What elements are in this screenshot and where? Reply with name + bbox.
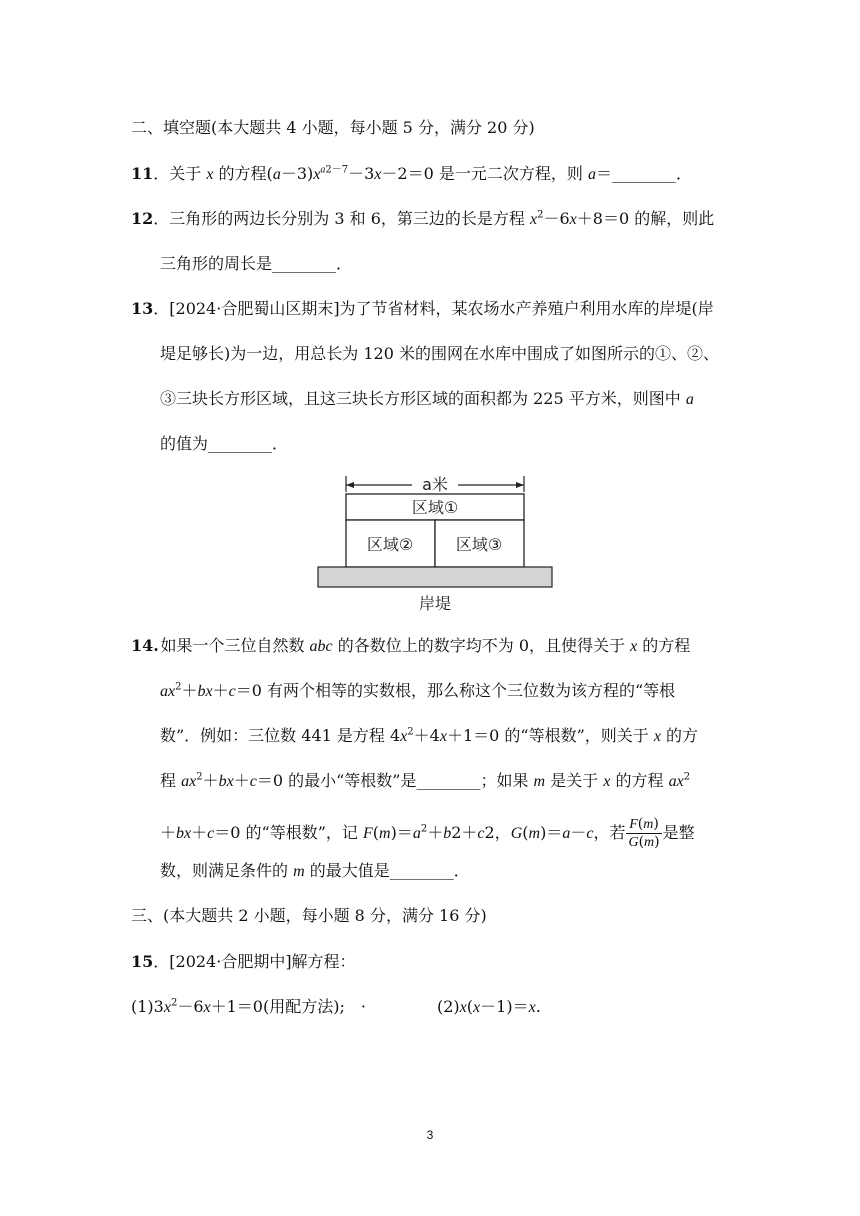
section-2-title: 二、填空题(本大题共 4 小题，每小题 5 分，满分 20 分) [131, 118, 535, 137]
question-14-line-2: $ax^2+bx+c=0$ 有两个相等的实数根，那么称这个三位数为该方程的“等根 [160, 681, 676, 700]
question-14-line-6: 数，则满足条件的 m 的最大值是________． [160, 861, 470, 880]
question-number: 12 [131, 209, 154, 228]
question-14-line-1: 14. 如果一个三位自然数 abc 的各数位上的数字均不为 0，且使得关于 x 的方程 [131, 636, 691, 655]
bank-label: 岸堤 [418, 594, 452, 613]
page-number: 3 [426, 1128, 434, 1142]
region-figure [316, 470, 556, 620]
question-13-line-3: ③三块长方形区域，且这三块长方形区域的面积都为 225 平方米，则图中 a [160, 389, 694, 408]
question-14-line-4: 程 $ax^2+bx+c=0$ 的最小“等根数”是________；如果 m 是关于 x 的方程 $ax^2$ [160, 771, 691, 790]
question-number: 14. [131, 636, 159, 655]
question-number: 13 [131, 299, 154, 318]
question-number: 15 [131, 952, 154, 971]
fraction: $\frac{F(m)}{G(m)}$ [628, 816, 660, 850]
region-3-label: 区域③ [455, 535, 503, 554]
question-number: 11 [131, 164, 154, 183]
question-14-line-5: ＋bx＋c＝0 的“等根数”，记 $F(m)=a^2+b2+c2$，G(m)＝a－c，若 $\frac{F(m)}{G(m)}$ 是整 [160, 816, 695, 850]
width-label: a米 [422, 475, 448, 494]
question-15-part-2: (2)x(x－1)＝x. [437, 997, 541, 1016]
question-12-line-2: 三角形的周长是________． [160, 254, 353, 273]
question-14-line-3: 数”．例如：三位数 441 是方程 $4x^2+4x+1=0$ 的“等根数”，则关于 x 的方 [160, 726, 699, 745]
question-13-line-1: 13．[2024·合肥蜀山区期末]为了节省材料，某农场水产养殖户利用水库的岸堤(岸 [131, 299, 714, 318]
question-11: 11．关于 x 的方程$(a-3)x^{a2-7}-3x-2=0$ 是一元二次方程，则 a＝________． [131, 164, 692, 183]
section-3-title: 三、(本大题共 2 小题，每小题 8 分，满分 16 分) [131, 906, 487, 925]
region-2-label: 区域② [366, 535, 414, 554]
question-15: 15．[2024·合肥期中]解方程： [131, 952, 356, 971]
question-13-line-4: 的值为________． [160, 434, 289, 453]
question-12-line-1: 12．三角形的两边长分别为 3 和 6，第三边的长是方程 $x^2-6x+8=0$ 的解，则此 [131, 209, 715, 228]
question-15-part-1: $(1)3x^2-6x+1=0$(用配方法); · [131, 997, 366, 1016]
question-13-line-2: 堤足够长)为一边，用总长为 120 米的围网在水库中围成了如图所示的①、②、 [160, 344, 719, 363]
bank-strip [318, 567, 552, 587]
region-1-label: 区域① [411, 498, 459, 517]
